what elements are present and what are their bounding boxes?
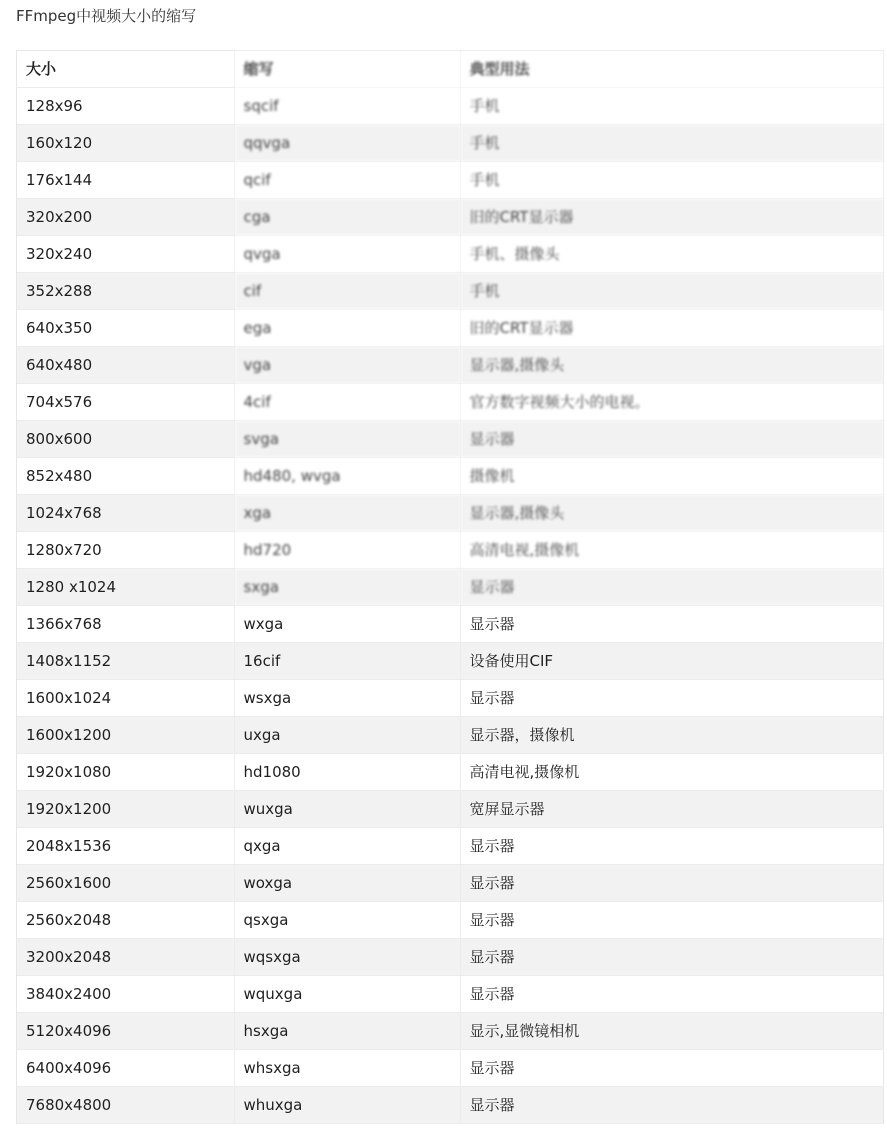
cell-size: 1600x1200 [17, 717, 234, 754]
cell-typical-usage: 官方数字视频大小的电视。 [460, 384, 883, 421]
cell-typical-usage: 显示,显微镜相机 [460, 1013, 883, 1050]
cell-abbreviation: ega [234, 310, 460, 347]
resolution-table-container [16, 50, 884, 1124]
cell-abbreviation: cga [234, 199, 460, 236]
cell-typical-usage: 显示器 [460, 1050, 883, 1087]
cell-size: 800x600 [17, 421, 234, 458]
table-row [17, 162, 883, 199]
cell-size: 3840x2400 [17, 976, 234, 1013]
table-body [17, 88, 883, 1124]
cell-typical-usage: 显示器 [460, 828, 883, 865]
table-row [17, 939, 883, 976]
cell-typical-usage: 显示器 [460, 606, 883, 643]
cell-abbreviation: qqvga [234, 125, 460, 162]
cell-abbreviation: woxga [234, 865, 460, 902]
page-title: FFmpeg中视频大小的缩写 [16, 7, 197, 25]
cell-abbreviation: uxga [234, 717, 460, 754]
cell-typical-usage: 宽屏显示器 [460, 791, 883, 828]
cell-size: 2560x2048 [17, 902, 234, 939]
cell-typical-usage: 设备使用CIF [460, 643, 883, 680]
table-row [17, 569, 883, 606]
cell-abbreviation: cif [234, 273, 460, 310]
cell-typical-usage: 手机 [460, 273, 883, 310]
table-row [17, 828, 883, 865]
cell-size: 1280x720 [17, 532, 234, 569]
table-row [17, 88, 883, 125]
header-typical-usage: 典型用法 [460, 51, 883, 88]
cell-abbreviation: qsxga [234, 902, 460, 939]
cell-size: 1920x1080 [17, 754, 234, 791]
table-row [17, 1013, 883, 1050]
cell-typical-usage: 显示器 [460, 680, 883, 717]
cell-abbreviation: wsxga [234, 680, 460, 717]
cell-typical-usage: 旧的CRT显示器 [460, 199, 883, 236]
cell-abbreviation: 4cif [234, 384, 460, 421]
cell-size: 640x350 [17, 310, 234, 347]
cell-typical-usage: 显示器 [460, 902, 883, 939]
cell-abbreviation: hd480, wvga [234, 458, 460, 495]
header-row [17, 51, 883, 88]
cell-size: 128x96 [17, 88, 234, 125]
table-row [17, 717, 883, 754]
cell-typical-usage: 显示器 [460, 421, 883, 458]
cell-size: 3200x2048 [17, 939, 234, 976]
cell-typical-usage: 显示器 [460, 939, 883, 976]
table-row [17, 310, 883, 347]
cell-typical-usage: 手机 [460, 162, 883, 199]
cell-abbreviation: wxga [234, 606, 460, 643]
table-row [17, 125, 883, 162]
cell-size: 640x480 [17, 347, 234, 384]
cell-size: 1280 x1024 [17, 569, 234, 606]
cell-size: 852x480 [17, 458, 234, 495]
header-abbreviation: 缩写 [234, 51, 460, 88]
table-header [17, 51, 883, 88]
cell-size: 2048x1536 [17, 828, 234, 865]
cell-size: 1024x768 [17, 495, 234, 532]
table-row [17, 680, 883, 717]
table-row [17, 976, 883, 1013]
table-row [17, 347, 883, 384]
table-row [17, 495, 883, 532]
cell-abbreviation: whuxga [234, 1087, 460, 1124]
cell-abbreviation: qxga [234, 828, 460, 865]
cell-size: 1920x1200 [17, 791, 234, 828]
table-row [17, 606, 883, 643]
cell-size: 176x144 [17, 162, 234, 199]
cell-abbreviation: sqcif [234, 88, 460, 125]
table-row [17, 902, 883, 939]
cell-abbreviation: qcif [234, 162, 460, 199]
cell-abbreviation: hd720 [234, 532, 460, 569]
cell-abbreviation: qvga [234, 236, 460, 273]
cell-typical-usage: 显示器，摄像机 [460, 717, 883, 754]
cell-typical-usage: 手机、摄像头 [460, 236, 883, 273]
cell-typical-usage: 显示器,摄像头 [460, 347, 883, 384]
cell-abbreviation: 16cif [234, 643, 460, 680]
table-row [17, 1087, 883, 1124]
cell-abbreviation: wqsxga [234, 939, 460, 976]
cell-typical-usage: 显示器 [460, 1087, 883, 1124]
cell-typical-usage: 高清电视,摄像机 [460, 754, 883, 791]
cell-abbreviation: svga [234, 421, 460, 458]
table-row [17, 532, 883, 569]
cell-typical-usage: 显示器,摄像头 [460, 495, 883, 532]
cell-abbreviation: wuxga [234, 791, 460, 828]
table-row [17, 1050, 883, 1087]
cell-abbreviation: sxga [234, 569, 460, 606]
cell-size: 2560x1600 [17, 865, 234, 902]
table-row [17, 199, 883, 236]
cell-abbreviation: hd1080 [234, 754, 460, 791]
table-row [17, 236, 883, 273]
cell-typical-usage: 旧的CRT显示器 [460, 310, 883, 347]
cell-size: 1600x1024 [17, 680, 234, 717]
cell-size: 320x200 [17, 199, 234, 236]
cell-typical-usage: 显示器 [460, 865, 883, 902]
cell-size: 1408x1152 [17, 643, 234, 680]
table-row [17, 754, 883, 791]
cell-size: 320x240 [17, 236, 234, 273]
cell-typical-usage: 手机 [460, 88, 883, 125]
table-row [17, 643, 883, 680]
cell-size: 704x576 [17, 384, 234, 421]
table-row [17, 384, 883, 421]
cell-abbreviation: hsxga [234, 1013, 460, 1050]
table-row [17, 273, 883, 310]
cell-typical-usage: 显示器 [460, 976, 883, 1013]
cell-size: 7680x4800 [17, 1087, 234, 1124]
cell-size: 5120x4096 [17, 1013, 234, 1050]
cell-typical-usage: 高清电视,摄像机 [460, 532, 883, 569]
cell-typical-usage: 手机 [460, 125, 883, 162]
cell-size: 352x288 [17, 273, 234, 310]
cell-size: 160x120 [17, 125, 234, 162]
cell-abbreviation: whsxga [234, 1050, 460, 1087]
cell-abbreviation: xga [234, 495, 460, 532]
cell-abbreviation: vga [234, 347, 460, 384]
cell-size: 6400x4096 [17, 1050, 234, 1087]
cell-abbreviation: wquxga [234, 976, 460, 1013]
cell-typical-usage: 摄像机 [460, 458, 883, 495]
table-row [17, 421, 883, 458]
table-row [17, 791, 883, 828]
table-row [17, 865, 883, 902]
cell-size: 1366x768 [17, 606, 234, 643]
header-size: 大小 [17, 51, 234, 88]
table-row [17, 458, 883, 495]
resolution-table [17, 51, 883, 1124]
cell-typical-usage: 显示器 [460, 569, 883, 606]
